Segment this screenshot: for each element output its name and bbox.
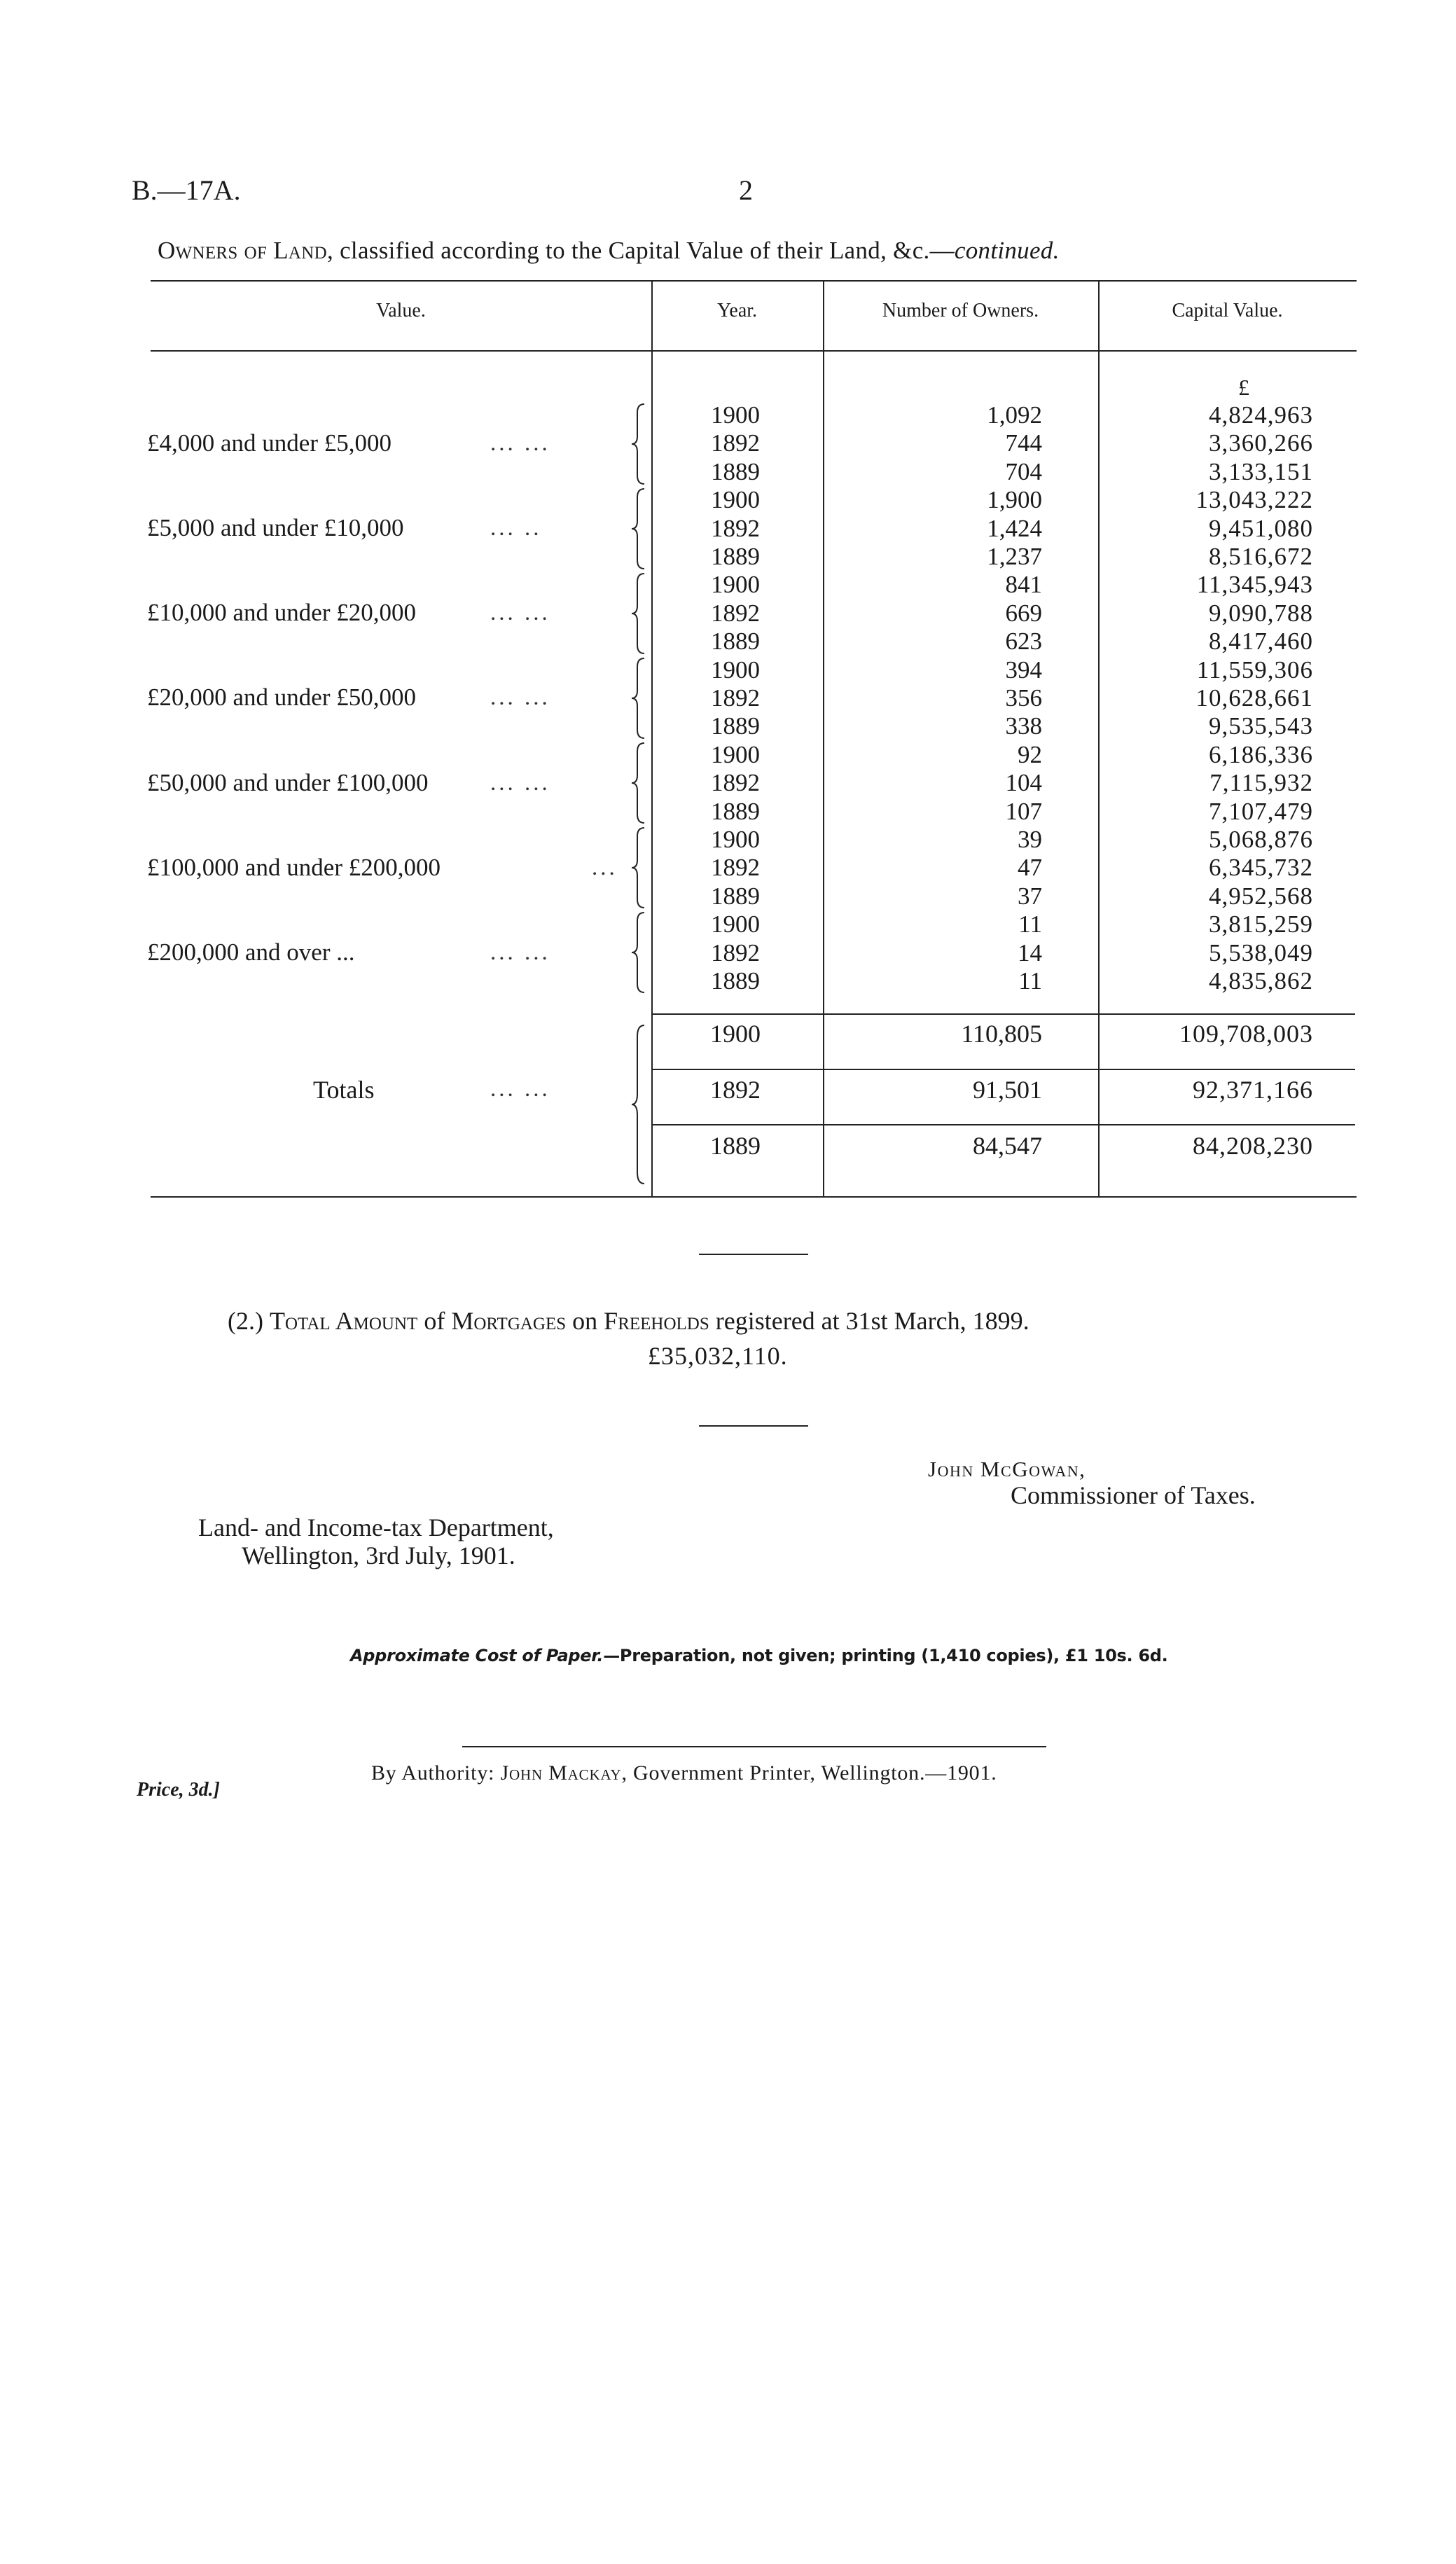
year-cell: 1892 — [711, 429, 760, 457]
title-lead: Owners of Land — [158, 237, 327, 264]
owners-cell: 92 — [1018, 740, 1042, 768]
group-brace — [630, 826, 647, 909]
capital-cell: 5,068,876 — [1209, 826, 1313, 853]
capital-cell: 8,417,460 — [1209, 628, 1313, 656]
dot-leader: ... ... — [490, 770, 550, 796]
owners-cell: 841 — [1005, 571, 1042, 599]
year-cell: 1889 — [711, 882, 760, 910]
year-cell: 1900 — [711, 486, 760, 514]
mortgages-heading-a: Total Amount — [269, 1307, 418, 1335]
dot-leader: ... ... — [490, 685, 550, 710]
col-header-year: Year. — [716, 300, 758, 321]
department-place-date: Wellington, 3rd July, 1901. — [242, 1541, 515, 1569]
dot-leader: ... — [592, 855, 618, 880]
group-brace — [630, 487, 647, 570]
capital-cell: 5,538,049 — [1209, 938, 1313, 966]
group-brace — [630, 572, 647, 655]
group-label: £10,000 and under £20,000 — [147, 599, 416, 626]
year-cell: 1900 — [711, 826, 760, 853]
title-continued: continued. — [954, 237, 1060, 264]
cost-note-text: —Preparation, not given; printing (1,410 copies), £1 10s. 6d. — [603, 1646, 1168, 1665]
capital-cell: 3,815,259 — [1209, 910, 1313, 938]
table-bottom-rule — [151, 1196, 1357, 1198]
table-top-rule — [151, 280, 1357, 282]
col-header-owners: Number of Owners. — [882, 300, 1039, 321]
totals-rule-1892 — [651, 1069, 1355, 1070]
year-cell: 1900 — [711, 910, 760, 938]
mortgages-tail: registered at 31st March, 1899. — [715, 1307, 1029, 1335]
section-divider — [699, 1425, 808, 1427]
imprint-suffix: , Government Printer, Wellington.—1901. — [621, 1761, 997, 1785]
capital-cell: 10,628,661 — [1195, 684, 1313, 712]
owners-cell: 104 — [1005, 769, 1042, 797]
owners-cell: 37 — [1018, 882, 1042, 910]
document-reference: B.—17A. — [132, 174, 241, 206]
group-label: £20,000 and under £50,000 — [147, 684, 416, 711]
totals-rule-1900 — [651, 1013, 1355, 1015]
capital-cell: 3,133,151 — [1209, 457, 1313, 485]
year-cell: 1892 — [711, 684, 760, 712]
group-label: £4,000 and under £5,000 — [147, 429, 391, 457]
totals-year-cell: 1892 — [710, 1076, 761, 1104]
owners-cell: 47 — [1018, 854, 1042, 882]
section-divider — [699, 1254, 808, 1255]
owners-cell: 623 — [1005, 628, 1042, 656]
totals-brace — [630, 1024, 647, 1185]
col-header-capital: Capital Value. — [1172, 300, 1283, 321]
signatory-name: John McGowan, — [928, 1457, 1086, 1481]
group-brace — [630, 742, 647, 824]
group-label: £100,000 and under £200,000 — [147, 854, 441, 881]
totals-capital-cell: 92,371,166 — [1193, 1076, 1313, 1104]
imprint-prefix: By Authority: — [371, 1761, 495, 1785]
mortgages-amount: £35,032,110. — [648, 1342, 788, 1370]
cost-note-label: Approximate Cost of Paper. — [350, 1646, 604, 1665]
year-cell: 1889 — [711, 457, 760, 485]
owners-cell: 1,092 — [987, 401, 1042, 429]
capital-cell: 4,952,568 — [1209, 882, 1313, 910]
year-cell: 1900 — [711, 740, 760, 768]
totals-capital-cell: 84,208,230 — [1193, 1132, 1313, 1160]
year-cell: 1892 — [711, 854, 760, 882]
page-number: 2 — [739, 174, 753, 206]
year-cell: 1889 — [711, 628, 760, 656]
owners-cell: 338 — [1005, 712, 1042, 740]
year-cell: 1900 — [711, 401, 760, 429]
capital-cell: 3,360,266 — [1209, 429, 1313, 457]
owners-cell: 394 — [1005, 656, 1042, 684]
dot-leader: ... .. — [490, 515, 542, 541]
owners-cell: 11 — [1018, 967, 1042, 995]
group-label: £200,000 and over ... — [147, 938, 355, 966]
owners-cell: 356 — [1005, 684, 1042, 712]
dot-leader: ... ... — [490, 940, 550, 965]
title-middle: , classified according to the Capital Value of their Land, &c.— — [326, 237, 955, 264]
group-label: £5,000 and under £10,000 — [147, 514, 404, 541]
capital-cell: 7,115,932 — [1209, 769, 1313, 797]
totals-owners-cell: 110,805 — [961, 1020, 1042, 1048]
owners-cell: 14 — [1018, 938, 1042, 966]
year-cell: 1892 — [711, 938, 760, 966]
currency-symbol: £ — [1238, 375, 1249, 400]
mortgages-number: (2.) — [228, 1307, 263, 1335]
imprint-rule — [462, 1746, 1046, 1747]
capital-cell: 8,516,672 — [1209, 543, 1313, 570]
capital-cell: 4,835,862 — [1209, 967, 1313, 995]
capital-cell: 9,090,788 — [1209, 599, 1313, 627]
group-label: £50,000 and under £100,000 — [147, 769, 429, 796]
capital-cell: 11,345,943 — [1196, 571, 1313, 599]
year-cell: 1889 — [711, 712, 760, 740]
mortgages-heading — [228, 1306, 1029, 1336]
capital-cell: 9,535,543 — [1209, 712, 1313, 740]
owners-cell: 39 — [1018, 826, 1042, 853]
year-cell: 1892 — [711, 514, 760, 542]
totals-year-cell: 1900 — [710, 1020, 761, 1048]
group-brace — [630, 657, 647, 740]
mortgages-heading-c: Freeholds — [604, 1307, 709, 1335]
owners-cell: 669 — [1005, 599, 1042, 627]
totals-owners-cell: 91,501 — [973, 1076, 1042, 1104]
owners-cell: 1,900 — [987, 486, 1042, 514]
capital-cell: 6,345,732 — [1209, 854, 1313, 882]
totals-year-cell: 1889 — [710, 1132, 761, 1160]
group-brace — [630, 911, 647, 994]
col-divider-value-year — [651, 280, 653, 1196]
dot-leader: ... ... — [490, 1076, 550, 1102]
capital-cell: 6,186,336 — [1209, 740, 1313, 768]
owners-cell: 704 — [1005, 457, 1042, 485]
printer-imprint — [371, 1761, 997, 1785]
imprint-printer-name: John Mackay — [500, 1761, 622, 1785]
col-divider-owners-capital — [1098, 280, 1100, 1196]
mortgages-of: of — [424, 1307, 445, 1335]
totals-owners-cell: 84,547 — [973, 1132, 1042, 1160]
year-cell: 1892 — [711, 599, 760, 627]
year-cell: 1889 — [711, 797, 760, 825]
year-cell: 1889 — [711, 543, 760, 570]
capital-cell: 13,043,222 — [1195, 486, 1313, 514]
col-divider-year-owners — [823, 280, 824, 1196]
dot-leader: ... ... — [490, 431, 550, 456]
totals-capital-cell: 109,708,003 — [1179, 1020, 1313, 1048]
totals-label: Totals — [313, 1076, 375, 1104]
totals-rule-1889 — [651, 1124, 1355, 1125]
capital-cell: 7,107,479 — [1209, 797, 1313, 825]
cost-note — [350, 1646, 1167, 1665]
mortgages-heading-b: Mortgages — [451, 1307, 567, 1335]
capital-cell: 4,824,963 — [1209, 401, 1313, 429]
department-name: Land- and Income-tax Department, — [198, 1513, 554, 1541]
capital-cell: 11,559,306 — [1196, 656, 1313, 684]
year-cell: 1892 — [711, 769, 760, 797]
header-bottom-rule — [151, 350, 1357, 352]
table-title — [158, 237, 1060, 265]
owners-cell: 1,237 — [987, 543, 1042, 570]
col-header-value: Value. — [376, 300, 426, 321]
owners-cell: 11 — [1018, 910, 1042, 938]
owners-cell: 107 — [1005, 797, 1042, 825]
year-cell: 1889 — [711, 967, 760, 995]
dot-leader: ... ... — [490, 600, 550, 625]
year-cell: 1900 — [711, 656, 760, 684]
group-brace — [630, 403, 647, 485]
year-cell: 1900 — [711, 571, 760, 599]
owners-cell: 1,424 — [987, 514, 1042, 542]
capital-cell: 9,451,080 — [1209, 514, 1313, 542]
signatory-title: Commissioner of Taxes. — [1011, 1481, 1256, 1509]
owners-cell: 744 — [1005, 429, 1042, 457]
price-note: Price, 3d.] — [137, 1779, 220, 1801]
mortgages-on: on — [572, 1307, 598, 1335]
